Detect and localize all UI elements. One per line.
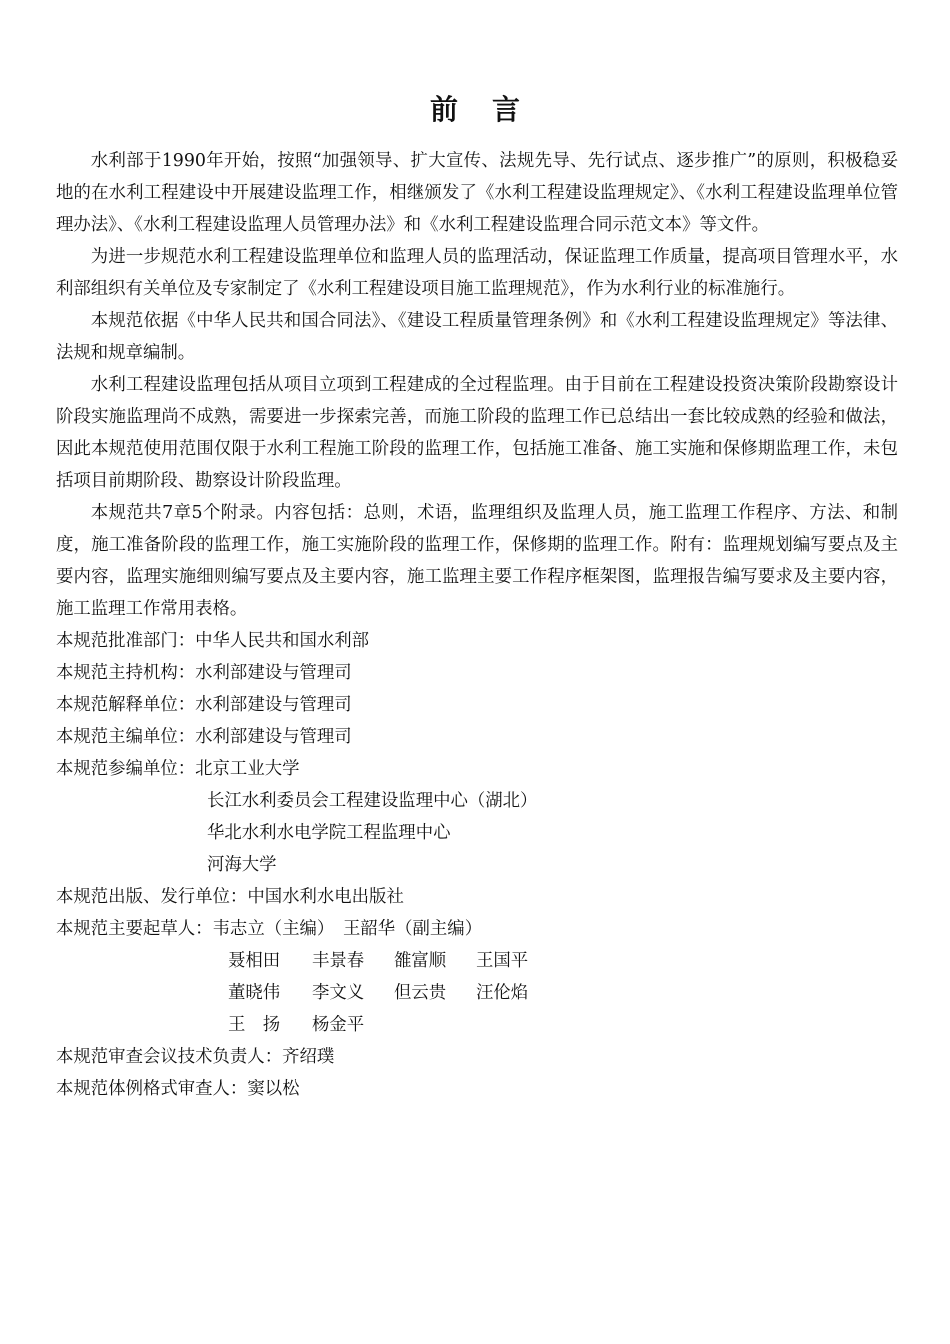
- drafters-line-2: [56, 977, 898, 1009]
- participating-unit-4: 河海大学: [207, 855, 277, 875]
- approval-dept-value: 中华人民共和国水利部: [195, 631, 370, 651]
- drafters-row: [56, 913, 898, 945]
- drafter-name: 汪伦焰: [476, 983, 529, 1003]
- review-lead-label: 本规范审查会议技术负责人：: [56, 1047, 283, 1067]
- participating-unit-3: 华北水利水电学院工程监理中心: [207, 823, 451, 843]
- drafters-line-1: [56, 945, 898, 977]
- drafter-name: 雒富顺: [394, 951, 447, 971]
- host-org-value: 水利部建设与管理司: [195, 663, 352, 683]
- drafters-first-line: 韦志立（主编） 王韶华（副主编）: [212, 919, 483, 939]
- chief-unit-row: [56, 721, 898, 753]
- participating-units-label: 本规范参编单位：: [56, 759, 196, 779]
- paragraph-2: 为进一步规范水利工程建设监理单位和监理人员的监理活动，保证监理工作质量，提高项目管理水平，水利部组织有关单位及专家制定了《水利工程建设项目施工监理规范》，作为水利行业的标准施行。: [56, 247, 898, 299]
- interpret-unit-label: 本规范解释单位：: [56, 695, 196, 715]
- drafter-name: 但云贵: [394, 983, 447, 1003]
- paragraph-5: 本规范共7章5个附录。内容包括：总则，术语，监理组织及监理人员，施工监理工作程序、方法、和制度，施工准备阶段的监理工作，施工实施阶段的监理工作，保修期的监理工作。附有：监理规划编写要点及主要内容，监理实施细则编写要点及主要内容，施工监理主要工作程序框架图，监理报告编写要求及主要内容，施工监理工作常用表格。: [56, 503, 898, 619]
- paragraph-1: 水利部于1990年开始，按照“加强领导、扩大宣传、法规先导、先行试点、逐步推广”的原则，积极稳妥地的在水利工程建设中开展建设监理工作，相继颁发了《水利工程建设监理规定》、《水利工程建设监理单位管理办法》、《水利工程建设监理人员管理办法》和《水利工程建设监理合同示范文本》等文件。: [56, 151, 898, 235]
- drafter-name: 聂相田: [228, 951, 281, 971]
- drafter-name: 董晓伟: [228, 983, 281, 1003]
- participating-units-row: [56, 753, 898, 785]
- host-org-label: 本规范主持机构：: [56, 663, 196, 683]
- drafter-name: 王 扬: [228, 1015, 281, 1035]
- drafter-name: 杨金平: [312, 1015, 365, 1035]
- host-org-row: [56, 657, 898, 689]
- approval-dept-row: [56, 625, 898, 657]
- participating-unit-2: 长江水利委员会工程建设监理中心（湖北）: [207, 791, 538, 811]
- format-reviewer-row: [56, 1073, 898, 1105]
- drafter-name: 丰景春: [312, 951, 365, 971]
- publisher-label: 本规范出版、发行单位：: [56, 887, 248, 907]
- review-lead-value: 齐绍璞: [282, 1047, 335, 1067]
- drafters-line-3: [56, 1009, 898, 1041]
- format-reviewer-value: 窦以松: [247, 1079, 300, 1099]
- publisher-value: 中国水利水电出版社: [247, 887, 404, 907]
- participating-unit-1: 北京工业大学: [195, 759, 300, 779]
- page-title: 前言: [429, 93, 554, 126]
- format-reviewer-label: 本规范体例格式审查人：: [56, 1079, 248, 1099]
- paragraph-3: 本规范依据《中华人民共和国合同法》、《建设工程质量管理条例》和《水利工程建设监理规定》等法律、法规和规章编制。: [56, 311, 898, 363]
- interpret-unit-value: 水利部建设与管理司: [195, 695, 352, 715]
- drafter-name: 李文义: [312, 983, 365, 1003]
- chief-unit-label: 本规范主编单位：: [56, 727, 196, 747]
- review-lead-row: [56, 1041, 898, 1073]
- approval-dept-label: 本规范批准部门：: [56, 631, 196, 651]
- chief-unit-value: 水利部建设与管理司: [195, 727, 352, 747]
- drafter-name: 王国平: [476, 951, 529, 971]
- interpret-unit-row: [56, 689, 898, 721]
- document-body: [56, 145, 898, 1105]
- paragraph-4: 水利工程建设监理包括从项目立项到工程建成的全过程监理。由于目前在工程建设投资决策阶段勘察设计阶段实施监理尚不成熟，需要进一步探索完善，而施工阶段的监理工作已总结出一套比较成熟的经验和做法，因此本规范使用范围仅限于水利工程施工阶段的监理工作，包括施工准备、施工实施和保修期监理工作，未包括项目前期阶段、勘察设计阶段监理。: [56, 375, 898, 491]
- drafters-label: 本规范主要起草人：: [56, 919, 213, 939]
- publisher-row: [56, 881, 898, 913]
